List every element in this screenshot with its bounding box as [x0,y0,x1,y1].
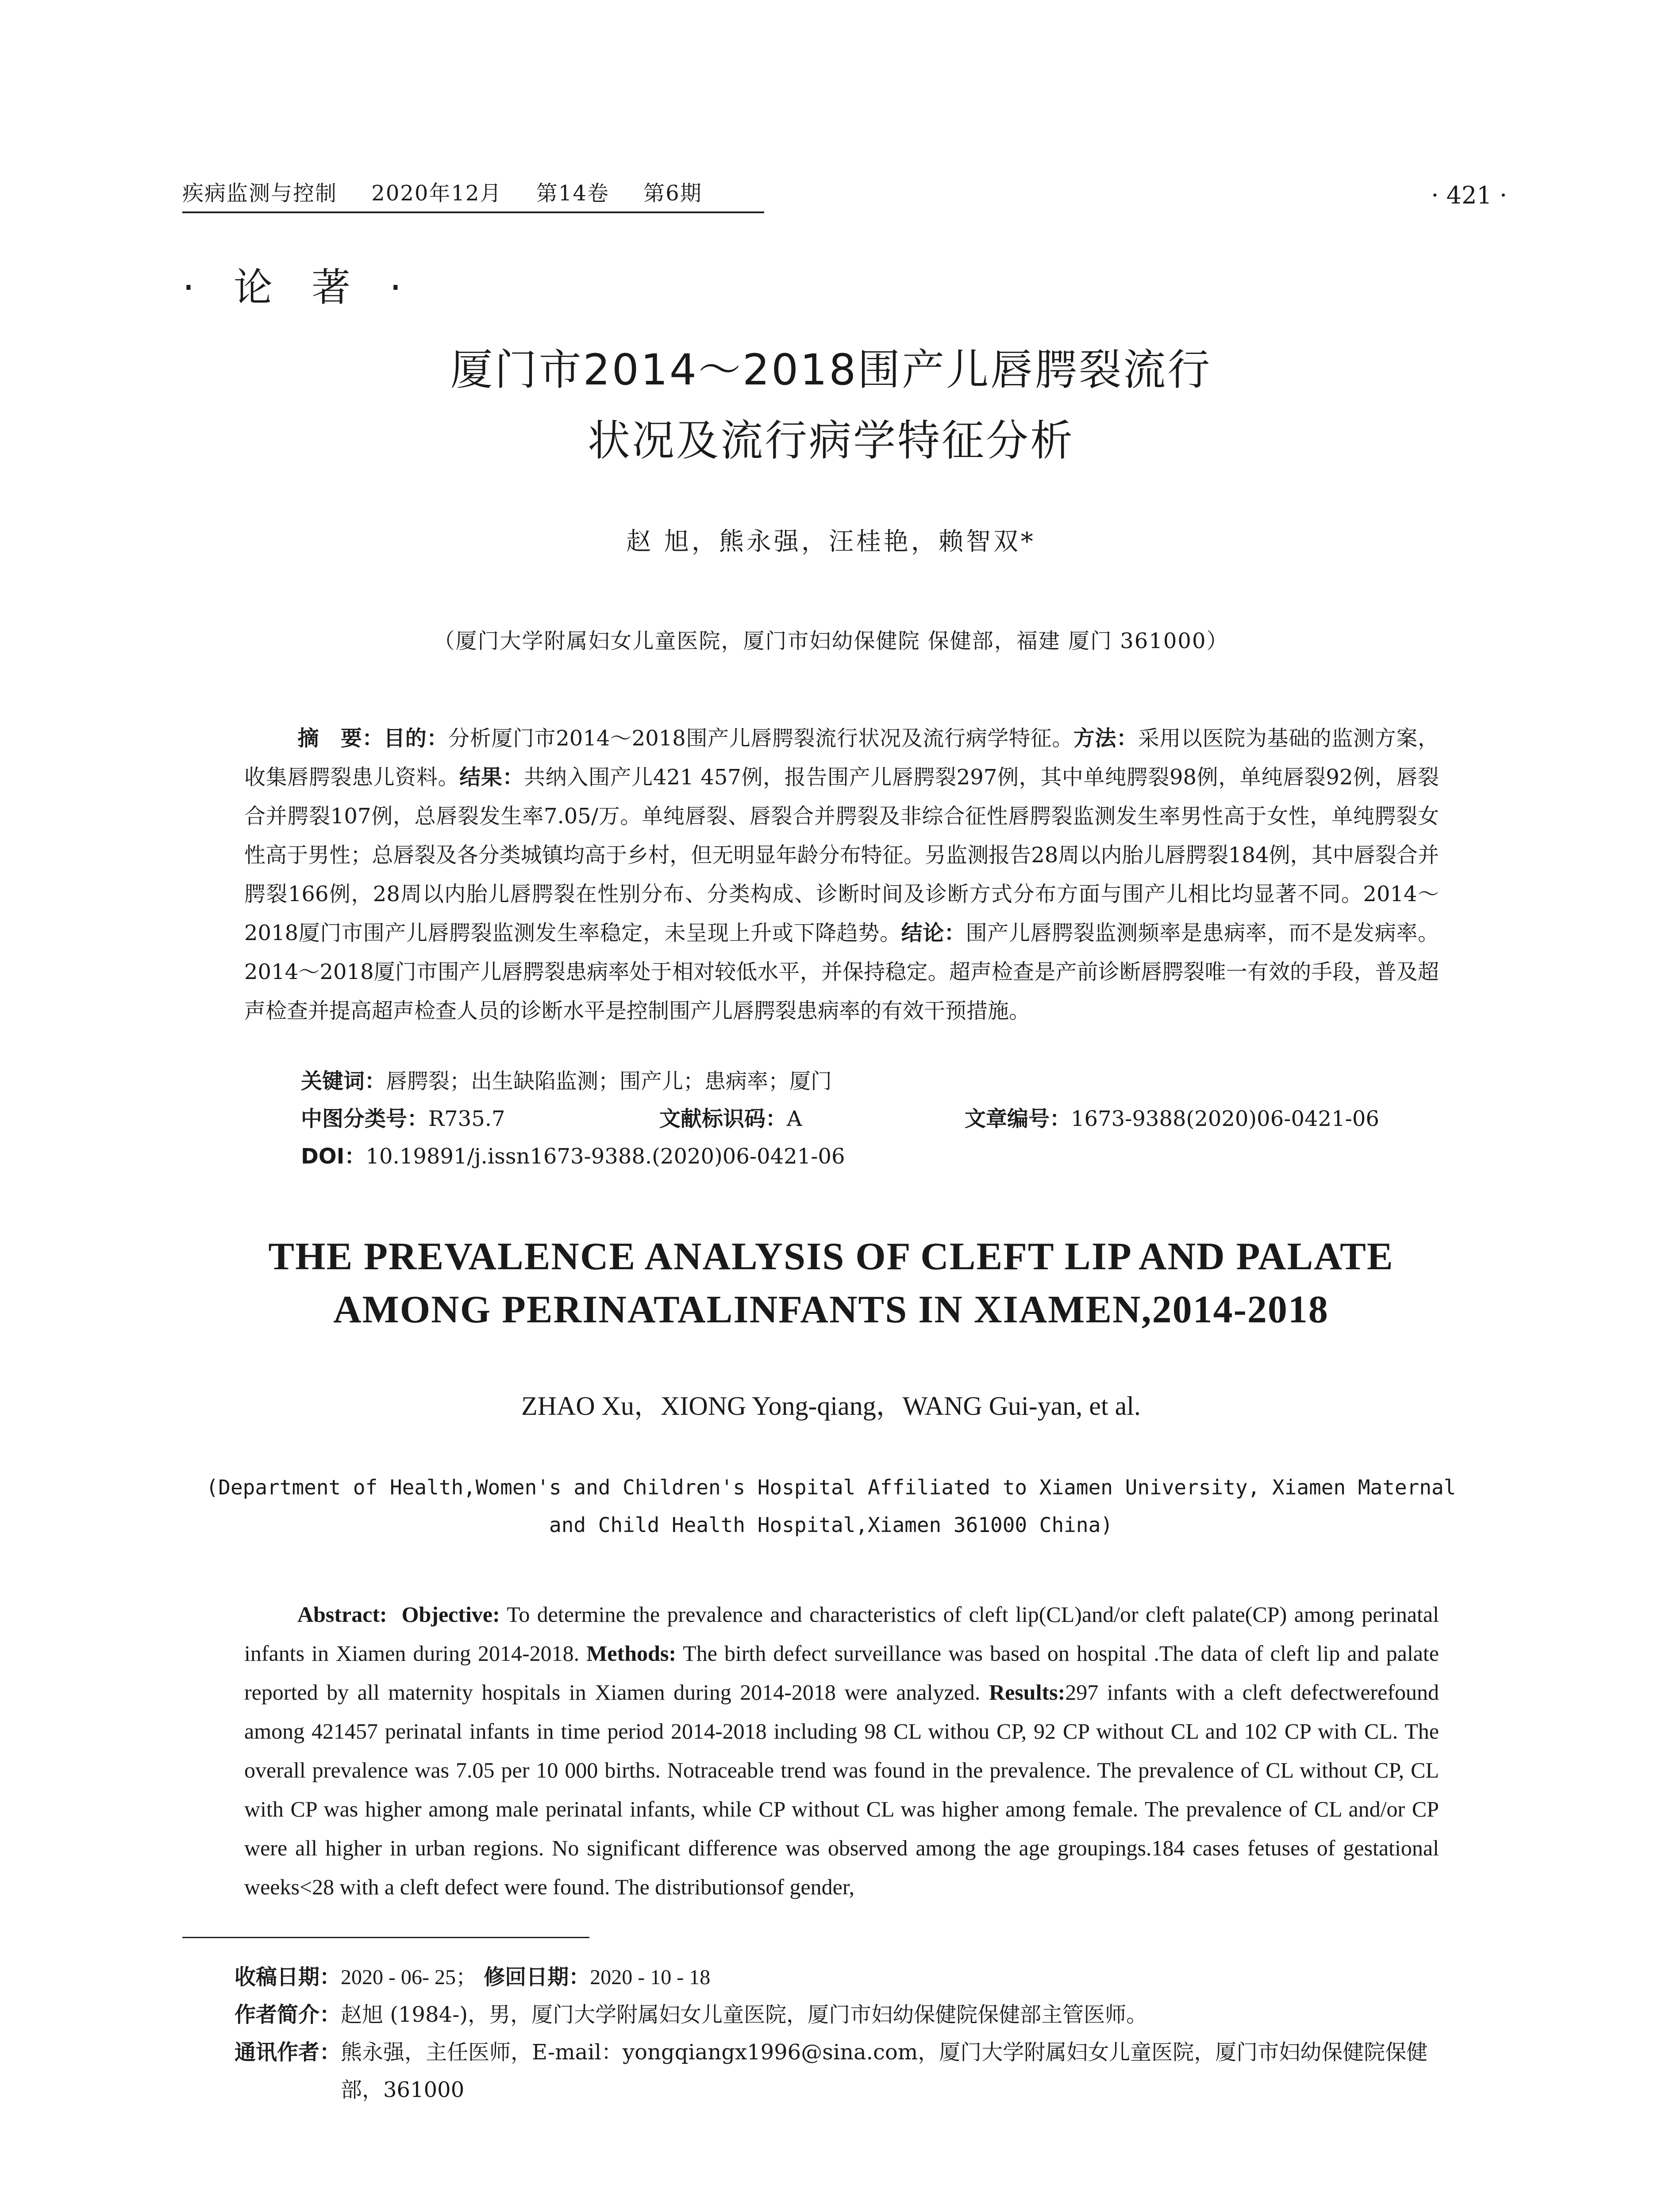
methods-label-cn: 方法： [1073,726,1138,751]
affiliation-cn: （厦门大学附属妇女儿童医院，厦门市妇幼保健院 保健部，福建 厦门 361000） [433,629,1229,653]
received-date: 2020 - 06- 25； [341,1966,477,1989]
results-en: 297 infants with a cleft defectwerefound among 421457 perinatal infants in time period 2014-2018 including 98 CL withou CP, 92 CP without CL and 102 CP with CL. The overall prevalence was 7.05 per 10 000 births. Notraceable trend was found in the prevalence. The prevalence of CL without CP, CL with CP was higher among male perinatal infants, while CP without CL was higher among female. The prevalence of CL and/or CP were all higher in urban regions. No significant difference was observed among the age groupings.184 cases fetuses of gestational weeks<28 with a cleft defect were found. The distributionsof gender, [244,1680,1439,1899]
objective-en: To determine the prevalence and characteristics of cleft lip(CL)and/or cleft palate(CP) among perinatal infants in Xiamen during 2014-2018. [244,1602,1439,1666]
title-en-line2: AMONG PERINATALINFANTS IN XIAMEN,2014-2018 [333,1288,1329,1331]
revised-label: 修回日期： [484,1965,590,1989]
doi-label: DOI： [301,1144,366,1169]
title-cn-line2: 状况及流行病学特征分析 [588,416,1074,465]
keywords-value: 唇腭裂；出生缺陷监测；围产儿；患病率；厦门 [386,1069,832,1094]
clc-row [301,1102,505,1132]
conclusion-label-cn: 结论： [901,921,966,945]
conclusion-cn: 围产儿唇腭裂监测频率是患病率，而不是发病率。2014～2018厦门市围产儿唇腭裂患病率处于相对较低水平，并保持稳定。超声检查是产前诊断唇腭裂唯一有效的手段，普及超声检查并提高超声检查人员的诊断水平是控制围产儿唇腭裂患病率的有效干预措施。 [244,921,1439,1023]
issue-date: 2020年12月 [371,181,502,206]
corresponding: 熊永强，主任医师，E-mail：yongqiangx1996@sina.com，厦门大学附属妇女儿童医院，厦门市妇幼保健院保健 [341,2040,1428,2065]
objective-label-cn: 目的： [384,726,449,751]
title-cn-line1: 厦门市2014～2018围产儿唇腭裂流行 [450,345,1212,395]
methods-label-en: Methods: [586,1641,676,1666]
keywords-row [301,1064,832,1094]
abstract-cn-label: 摘 要： [297,726,384,751]
volume: 第14卷 [536,181,609,206]
author-bio-row [235,1997,1147,2028]
received-label: 收稿日期： [235,1965,341,1989]
header-rule [182,211,764,213]
keywords-label: 关键词： [301,1069,386,1094]
results-cn: 共纳入围产儿421 457例，报告围产儿唇腭裂297例，其中单纯腭裂98例，单纯唇裂92例，唇裂合并腭裂107例，总唇裂发生率7.05/万。单纯唇裂、唇裂合并腭裂及非综合征性唇腭裂监测发生率男性高于女性，单纯腭裂女性高于男性；总唇裂及各分类城镇均高于乡村，但无明显年龄分布特征。另监测报告28周以内胎儿唇腭裂184例，其中唇裂合并腭裂166例，28周以内胎儿唇腭裂在性别分布、分类构成、诊断时间及诊断方式分布方面与围产儿相比均显著不同。2014～2018厦门市围产儿唇腭裂监测发生率稳定，未呈现上升或下降趋势。 [244,765,1439,945]
doi-row [301,1139,845,1170]
corresponding-cont: 部，361000 [341,2078,465,2102]
objective-cn: 分析厦门市2014～2018围产儿唇腭裂流行状况及流行病学特征。 [448,726,1073,751]
author-bio-label: 作者简介： [235,2002,341,2027]
revised-date: 2020 - 10 - 18 [590,1966,711,1989]
results-label-cn: 结果： [459,765,524,790]
footnote-rule [182,1937,589,1938]
article-no-row [965,1102,1379,1132]
authors-en: ZHAO Xu，XIONG Yong-qiang，WANG Gui-yan, et al. [521,1391,1141,1421]
methods-cn: 采用以医院为基础的监测方案，收集唇腭裂患儿资料。 [244,726,1439,790]
abstract-en-label: Abstract: [297,1602,387,1627]
title-en-line1: THE PREVALENCE ANALYSIS OF CLEFT LIP AND PALATE [268,1235,1394,1278]
doc-code-label: 文献标识码： [659,1106,787,1131]
journal-name: 疾病监测与控制 [182,181,338,206]
abstract-en [244,1595,1439,1906]
authors-cn: 赵 旭，熊永强，汪桂艳，赖智双* [626,527,1036,556]
section-label: · 论 著 · [182,265,415,310]
clc-value: R735.7 [428,1106,505,1131]
doc-code-value: A [787,1106,802,1131]
author-bio: 赵旭 (1984-)，男，厦门大学附属妇女儿童医院，厦门市妇幼保健院保健部主管医师。 [341,2002,1148,2027]
article-no-value: 1673-9388(2020)06-0421-06 [1071,1106,1379,1131]
clc-label: 中图分类号： [301,1106,429,1131]
issue: 第6期 [643,181,702,206]
abstract-cn [244,719,1439,1030]
corresponding-row [235,2035,1473,2066]
affiliation-en-line2: and Child Health Hospital,Xiamen 361000 China) [549,1513,1113,1537]
running-header [182,176,729,207]
results-label-en: Results: [989,1680,1066,1705]
affiliation-en-line1: (Department of Health,Women's and Children's Hospital Affiliated to Xiamen University, Xiamen Maternal [206,1475,1456,1499]
doc-code-row [659,1102,802,1132]
page-number: · 421 · [1431,181,1507,209]
methods-en: The birth defect surveillance was based on hospital .The data of cleft lip and palate reported by all maternity hospitals in Xiamen during 2014-2018 were analyzed. [244,1641,1439,1705]
objective-label-en: Objective: [401,1602,500,1627]
article-no-label: 文章编号： [965,1106,1071,1131]
corresponding-label: 通讯作者： [235,2040,341,2065]
received-row [235,1960,710,1990]
doi-value: 10.19891/j.issn1673-9388.(2020)06-0421-06 [365,1144,845,1169]
